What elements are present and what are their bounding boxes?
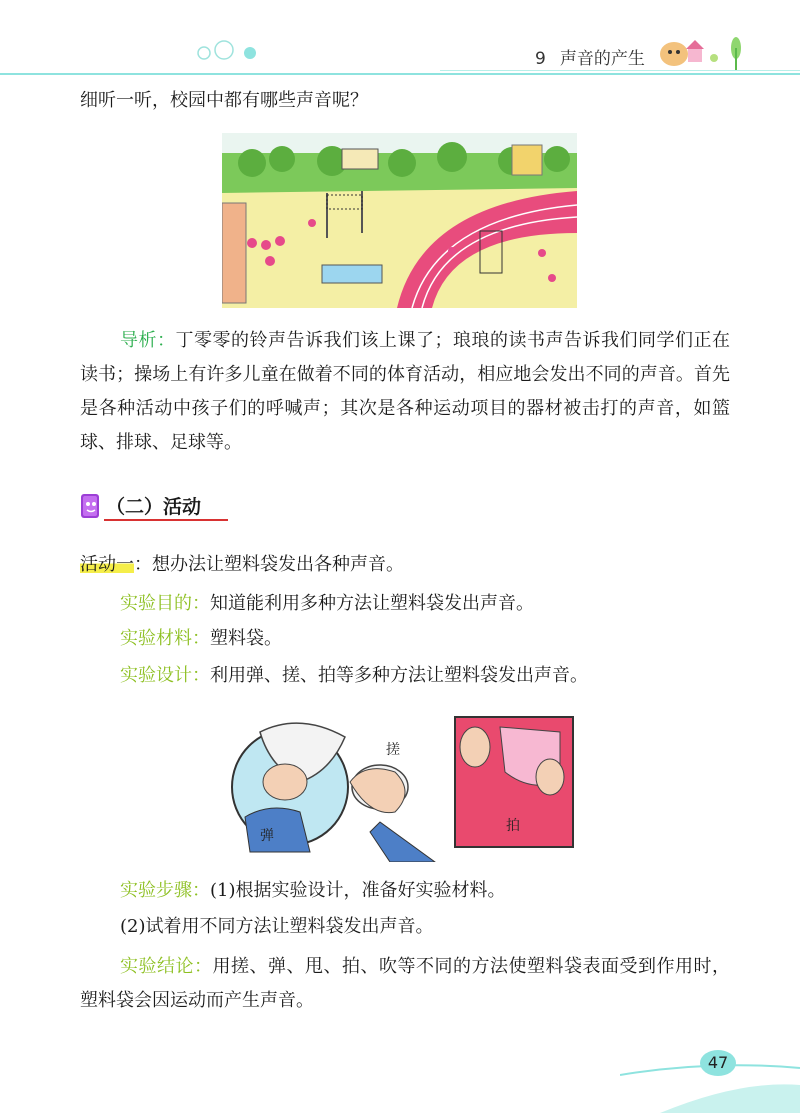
- design-label: 实验设计：: [120, 665, 210, 686]
- campus-scene-illustration: [222, 133, 577, 308]
- header-rule: [0, 73, 800, 75]
- guide-paragraph: [80, 324, 730, 460]
- conclusion-text: 用搓、弹、甩、拍、吹等不同的方法使塑料袋表面受到作用时，塑料袋会因运动而产生声音。: [80, 956, 730, 1011]
- flick-label: 弹: [260, 828, 274, 844]
- activity-heading: [80, 550, 404, 576]
- steps-label: 实验步骤：: [120, 880, 210, 901]
- activity-text: ：想办法让塑料袋发出各种声音。: [134, 554, 404, 575]
- header-cartoon-decoration: [652, 30, 752, 72]
- activity-label: 活动一: [80, 554, 134, 575]
- purpose-text: 知道能利用多种方法让塑料袋发出声音。: [210, 593, 534, 614]
- steps-line: [120, 874, 506, 908]
- rub-label: 搓: [386, 742, 400, 758]
- step-1-text: (1)根据实验设计，准备好实验材料。: [210, 880, 506, 901]
- plastic-bag-illustration: [230, 712, 580, 862]
- design-line: [120, 659, 588, 693]
- book-mascot-icon: [78, 490, 104, 522]
- intro-question: 细听一听，校园中都有哪些声音呢？: [80, 90, 368, 111]
- page-number: 47: [700, 1050, 736, 1076]
- step-2-text: (2)试着用不同方法让塑料袋发出声音。: [120, 916, 434, 937]
- conclusion-label: 实验结论：: [120, 956, 213, 977]
- materials-line: [120, 622, 282, 656]
- materials-label: 实验材料：: [120, 628, 210, 649]
- section-underline: [104, 519, 228, 521]
- header-bubbles-decoration: [190, 35, 270, 75]
- section-heading: （二）活动: [106, 496, 202, 518]
- guide-text: 丁零零的铃声告诉我们该上课了；琅琅的读书声告诉我们同学们正在读书；操场上有许多儿童在做着不同的体育活动，相应地会发出不同的声音。首先是各种活动中孩子们的呼喊声；其次是各种运动项目的器材被击打的声音，如篮球、排球、足球等。: [80, 330, 730, 453]
- purpose-line: [120, 587, 534, 621]
- chapter-title: 声音的产生: [559, 49, 645, 69]
- conclusion-paragraph: [80, 950, 730, 1018]
- chapter-number: 9: [535, 49, 546, 69]
- guide-label: 导析：: [120, 330, 176, 351]
- running-header: [535, 44, 645, 69]
- pat-label: 拍: [506, 818, 520, 834]
- purpose-label: 实验目的：: [120, 593, 210, 614]
- materials-text: 塑料袋。: [210, 628, 282, 649]
- design-text: 利用弹、搓、拍等多种方法让塑料袋发出声音。: [210, 665, 588, 686]
